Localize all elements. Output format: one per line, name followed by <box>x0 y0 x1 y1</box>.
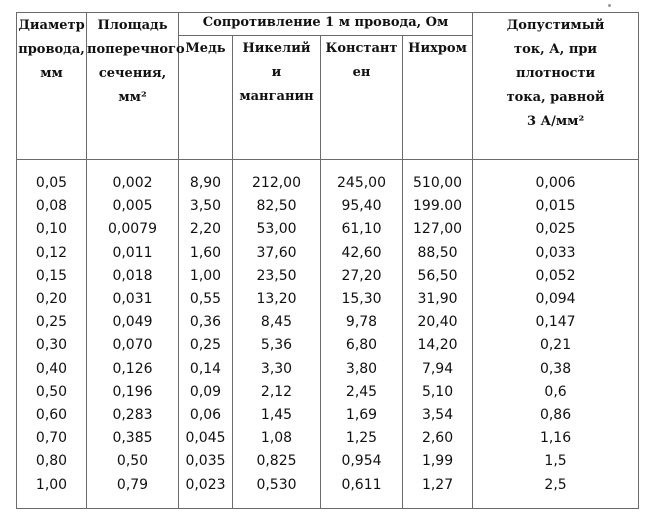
header-copper <box>179 36 233 160</box>
table-cell: 3,54 <box>421 407 454 424</box>
table-cell: 0,40 <box>35 360 68 377</box>
table-cell: 15,30 <box>341 291 382 308</box>
header-constantan <box>321 36 403 160</box>
wire-resistance-table <box>16 12 639 509</box>
table-cell: 88,50 <box>417 244 458 261</box>
table-cell: 0,011 <box>112 244 153 261</box>
header-line: и <box>271 65 282 80</box>
table-cell: 1,60 <box>189 244 222 261</box>
table-cell: 42,60 <box>341 244 382 261</box>
table-cell: 1,45 <box>260 407 293 424</box>
header-line: Допустимый <box>506 18 605 33</box>
table-cell: 3,30 <box>260 360 293 377</box>
table-cell: 3,50 <box>189 198 222 215</box>
stray-dot <box>608 4 611 7</box>
table-cell: 1,99 <box>421 453 454 470</box>
table-cell: 0,08 <box>35 198 68 215</box>
header-line: сечения, <box>98 66 167 81</box>
table-cell: 0,018 <box>112 267 153 284</box>
table-cell: 245,00 <box>337 175 386 191</box>
column-nickel-values <box>233 160 321 509</box>
table-cell: 0,30 <box>35 337 68 354</box>
table-cell: 9,78 <box>345 314 378 331</box>
header-allowed-current <box>473 13 639 160</box>
table-cell: 0,023 <box>185 476 226 493</box>
header-line: поперечного <box>87 42 185 57</box>
column-constantan-values <box>321 160 403 509</box>
table-cell: 1,27 <box>421 476 454 493</box>
table-cell: 0,09 <box>189 383 222 400</box>
table-cell: 0,283 <box>112 407 153 424</box>
table-cell: 37,60 <box>256 244 297 261</box>
table-cell: 1,16 <box>539 430 572 447</box>
column-copper-values <box>179 160 233 509</box>
table-cell: 2,12 <box>260 383 293 400</box>
table-cell: 0,954 <box>341 453 382 470</box>
table-cell: 0,006 <box>535 175 576 191</box>
table-cell: 27,20 <box>341 267 382 284</box>
header-line: тока, равной <box>506 90 605 105</box>
table-cell: 0,147 <box>535 314 576 331</box>
header-line: ток, А, при <box>514 42 598 57</box>
table-cell: 1,00 <box>35 476 68 493</box>
table-cell: 0,033 <box>535 244 576 261</box>
table-cell: 0,10 <box>35 221 68 238</box>
table-cell: 13,20 <box>256 291 297 308</box>
table-cell: 6,80 <box>345 337 378 354</box>
header-nickel-manganin <box>233 36 321 160</box>
table-cell: 0,015 <box>535 198 576 215</box>
table-cell: 0,002 <box>112 175 153 191</box>
table-cell: 0,385 <box>112 430 153 447</box>
header-line: Никелий <box>242 41 311 56</box>
table-cell: 0,06 <box>189 407 222 424</box>
table-cell: 0,21 <box>539 337 572 354</box>
table-cell: 0,126 <box>112 360 153 377</box>
table-cell: 2,45 <box>345 383 378 400</box>
table-cell: 0,79 <box>116 476 149 493</box>
table-cell: 0,530 <box>256 476 297 493</box>
table-cell: 82,50 <box>256 198 297 215</box>
table-cell: 0,05 <box>35 175 68 191</box>
header-line: манганин <box>239 89 314 104</box>
table-cell: 0,60 <box>35 407 68 424</box>
column-nichrome-values <box>403 160 473 509</box>
table-cell: 8,90 <box>189 175 222 191</box>
header-line: 3 А/мм² <box>526 114 585 129</box>
table-cell: 0,049 <box>112 314 153 331</box>
table-cell: 0,070 <box>112 337 153 354</box>
column-diameter-values <box>17 160 87 509</box>
table-cell: 0,12 <box>35 244 68 261</box>
header-line: мм² <box>118 90 147 105</box>
table-cell: 61,10 <box>341 221 382 238</box>
table-cell: 0,196 <box>112 383 153 400</box>
table-cell: 0,20 <box>35 291 68 308</box>
table-cell: 0,86 <box>539 407 572 424</box>
table-cell: 212,00 <box>252 175 301 191</box>
header-resistance-group: Сопротивление 1 м провода, Ом <box>179 13 473 36</box>
header-line: провода, <box>18 42 85 57</box>
table-cell: 3,80 <box>345 360 378 377</box>
table-cell: 5,10 <box>421 383 454 400</box>
table-cell: 0,55 <box>189 291 222 308</box>
table-cell: 31,90 <box>417 291 458 308</box>
table-cell: 0,80 <box>35 453 68 470</box>
header-line: ен <box>352 65 371 80</box>
table-cell: 0,25 <box>189 337 222 354</box>
table-cell: 53,00 <box>256 221 297 238</box>
header-line: Площадь <box>97 18 168 33</box>
table-cell: 56,50 <box>417 267 458 284</box>
header-line: Диаметр <box>18 18 85 33</box>
column-current-values <box>473 160 639 509</box>
table-cell: 8,45 <box>260 314 293 331</box>
table-cell: 20,40 <box>417 314 458 331</box>
table-cell: 2,5 <box>544 476 567 493</box>
header-area <box>87 13 185 160</box>
header-line: мм <box>40 66 63 81</box>
table-cell: 23,50 <box>256 267 297 284</box>
table-cell: 0,14 <box>189 360 222 377</box>
table-cell: 0,25 <box>35 314 68 331</box>
table-cell: 0,025 <box>535 221 576 238</box>
table-cell: 2,20 <box>189 221 222 238</box>
table-cell: 0,50 <box>116 453 149 470</box>
column-area-values <box>87 160 179 509</box>
header-diameter <box>17 13 87 160</box>
header-line: Констант <box>325 41 398 56</box>
table-cell: 0,005 <box>112 198 153 215</box>
table-cell: 0,045 <box>185 430 226 447</box>
table-cell: 0,035 <box>185 453 226 470</box>
table-cell: 5,36 <box>260 337 293 354</box>
table-cell: 0,36 <box>189 314 222 331</box>
table-cell: 95,40 <box>341 198 382 215</box>
table-cell: 127,00 <box>413 221 463 238</box>
table-cell: 199.00 <box>413 198 463 215</box>
table-cell: 0,825 <box>256 453 297 470</box>
table-cell: 0,38 <box>539 360 572 377</box>
table-cell: 0,0079 <box>108 221 157 238</box>
table-cell: 2,60 <box>421 430 454 447</box>
table-cell: 0,052 <box>535 267 576 284</box>
table-cell: 0,611 <box>341 476 382 493</box>
header-line: Медь <box>185 41 226 56</box>
header-line: Нихром <box>408 41 467 56</box>
table-cell: 14,20 <box>417 337 458 354</box>
table-cell: 0,6 <box>544 383 567 400</box>
table-cell: 1,00 <box>189 267 222 284</box>
table-cell: 1,5 <box>544 453 567 470</box>
header-nichrome <box>403 36 473 160</box>
table-cell: 7,94 <box>421 360 454 377</box>
table-cell: 0,70 <box>35 430 68 447</box>
table-cell: 1,08 <box>260 430 293 447</box>
table-cell: 510,00 <box>413 175 463 191</box>
table-cell: 0,15 <box>35 267 68 284</box>
table-cell: 0,50 <box>35 383 68 400</box>
table-cell: 0,031 <box>112 291 153 308</box>
table-cell: 0,094 <box>535 291 576 308</box>
table-cell: 1,25 <box>345 430 378 447</box>
table-cell: 1,69 <box>345 407 378 424</box>
header-line: плотности <box>515 66 596 81</box>
